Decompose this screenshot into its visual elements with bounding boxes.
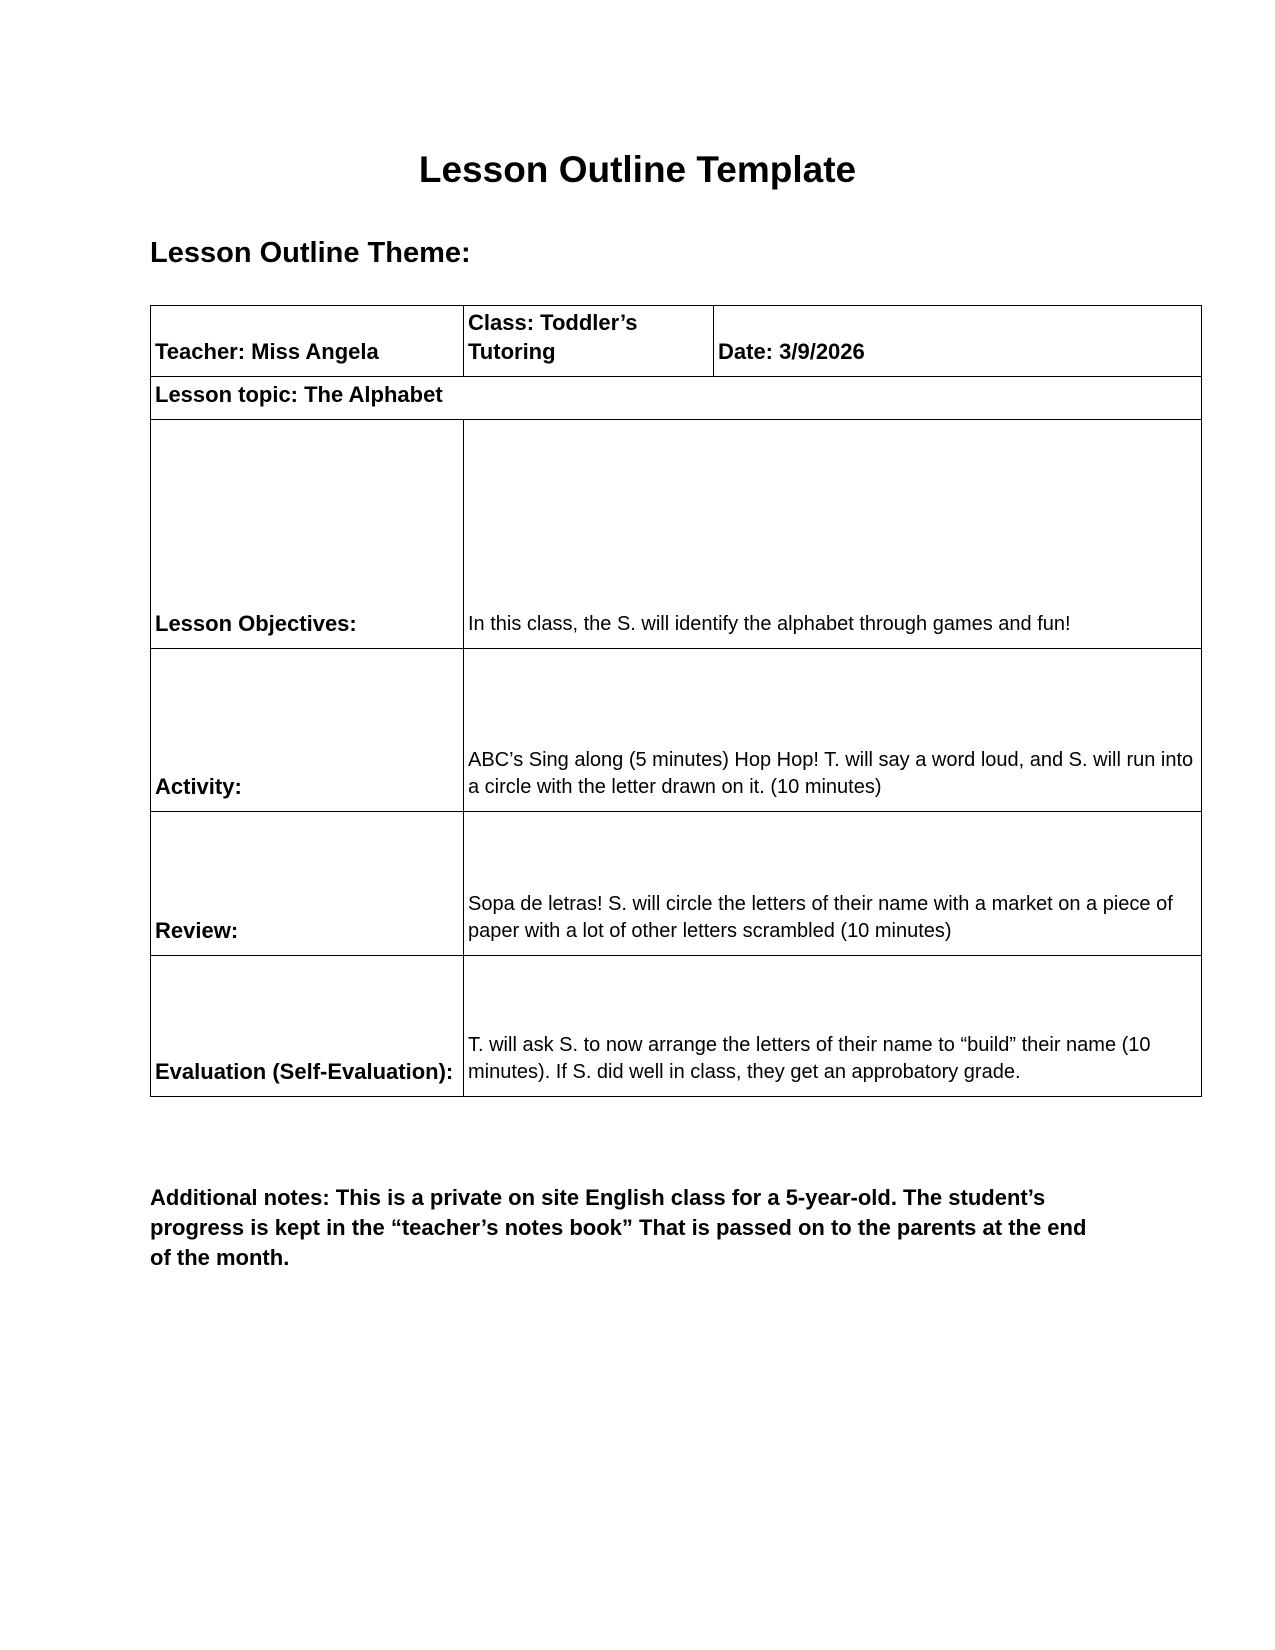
teacher-cell: Teacher: Miss Angela — [151, 306, 464, 377]
table-header-row — [151, 306, 1202, 377]
theme-heading: Lesson Outline Theme: — [150, 237, 471, 269]
class-cell: Class: Toddler’s Tutoring — [464, 306, 714, 377]
evaluation-content: T. will ask S. to now arrange the letters of their name to “build” their name (10 minutes). If S. did well in class, they get an approbatory grade. — [464, 956, 1202, 1097]
table-row — [151, 956, 1202, 1097]
objectives-label: Lesson Objectives: — [151, 420, 464, 649]
evaluation-label: Evaluation (Self-Evaluation): — [151, 956, 464, 1097]
topic-row — [151, 377, 1202, 420]
lesson-outline-table — [150, 305, 1202, 1097]
activity-label: Activity: — [151, 649, 464, 812]
table-row — [151, 420, 1202, 649]
table-row — [151, 649, 1202, 812]
date-cell: Date: 3/9/2026 — [714, 306, 1202, 377]
activity-content: ABC’s Sing along (5 minutes) Hop Hop! T. will say a word loud, and S. will run into a circle with the letter drawn on it. (10 minutes) — [464, 649, 1202, 812]
page-title: Lesson Outline Template — [418, 149, 857, 190]
review-content: Sopa de letras! S. will circle the letters of their name with a market on a piece of paper with a lot of other letters scrambled (10 minutes) — [464, 812, 1202, 956]
table-row — [151, 812, 1202, 956]
additional-notes: Additional notes: This is a private on site English class for a 5-year-old. The student’s progress is kept in the “teacher’s notes book” That is passed on to the parents at the end of the month. — [150, 1185, 1087, 1270]
objectives-content: In this class, the S. will identify the alphabet through games and fun! — [464, 420, 1202, 649]
topic-cell: Lesson topic: The Alphabet — [151, 377, 1202, 420]
review-label: Review: — [151, 812, 464, 956]
